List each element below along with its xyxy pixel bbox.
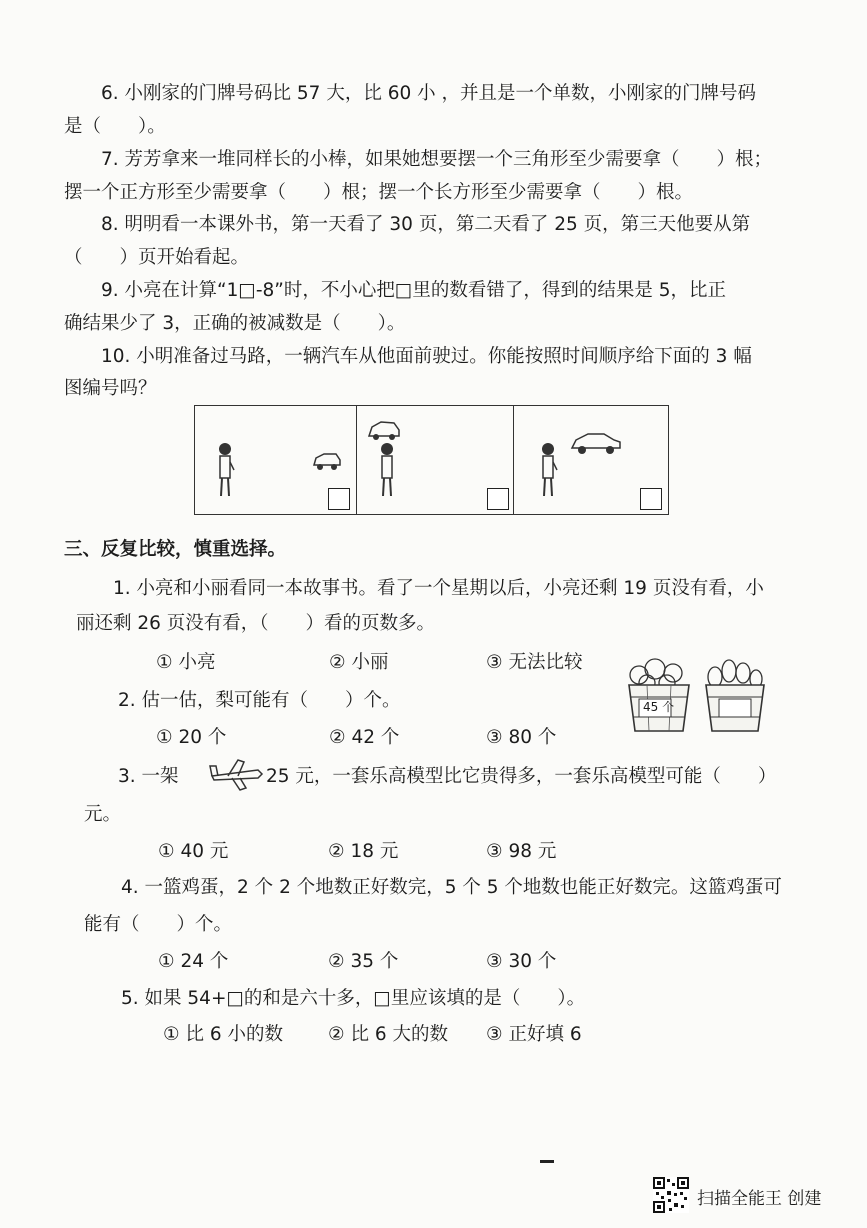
c3-line2: 元。 xyxy=(84,804,122,825)
q6-line1: 6. 小刚家的门牌号码比 57 大，比 60 小 ，并且是一个单数，小刚家的门牌号码 xyxy=(101,83,757,104)
c4-option-1[interactable]: ① 24 个 xyxy=(158,951,229,972)
car-icon xyxy=(312,450,342,472)
c2-option-1[interactable]: ① 20 个 xyxy=(156,727,227,748)
c3-option-2[interactable]: ② 18 元 xyxy=(328,841,399,862)
c3-line1-start: 3. 一架 xyxy=(118,766,179,787)
c1-option-3[interactable]: ③ 无法比较 xyxy=(486,652,583,673)
c1-option-1[interactable]: ① 小亮 xyxy=(156,652,216,673)
boy-figure-icon xyxy=(377,440,397,498)
car-icon xyxy=(367,418,401,442)
q7-line2: 摆一个正方形至少需要拿（ ）根；摆一个长方形至少需要拿（ ）根。 xyxy=(64,182,694,203)
answer-box-2[interactable] xyxy=(487,488,509,510)
c4-line1: 4. 一篮鸡蛋，2 个 2 个地数正好数完，5 个 5 个地数也能正好数完。这篮鸡蛋可 xyxy=(121,877,782,898)
q7-line1: 7. 芳芳拿来一堆同样长的小棒，如果她想要摆一个三角形至少需要拿（ ）根； xyxy=(101,149,773,170)
section-3-title: 三、反复比较，慎重选择。 xyxy=(64,539,287,560)
c3-option-1[interactable]: ① 40 元 xyxy=(158,841,229,862)
c1-line2: 丽还剩 26 页没有看，（ ）看的页数多。 xyxy=(76,613,436,634)
c1-line1: 1. 小亮和小丽看同一本故事书。看了一个星期以后，小亮还剩 19 页没有看，小 xyxy=(113,578,764,599)
c3-line1-rest: 25 元，一套乐高模型比它贵得多，一套乐高模型可能（ ） xyxy=(266,766,777,787)
c3-option-3[interactable]: ③ 98 元 xyxy=(486,841,557,862)
car-icon xyxy=(570,430,622,456)
c4-option-3[interactable]: ③ 30 个 xyxy=(486,951,557,972)
answer-box-3[interactable] xyxy=(640,488,662,510)
page-mark xyxy=(540,1160,554,1163)
picture-panel-3 xyxy=(514,406,667,514)
q10-line1: 10. 小明准备过马路，一辆汽车从他面前驶过。你能按照时间顺序给下面的 3 幅 xyxy=(101,346,752,367)
toy-airplane-icon xyxy=(208,756,264,792)
crossing-road-picture-strip xyxy=(194,405,669,515)
c5-option-2[interactable]: ② 比 6 大的数 xyxy=(328,1024,448,1045)
apple-basket-icon xyxy=(623,655,695,733)
q9-line2: 确结果少了 3，正确的被减数是（ ）。 xyxy=(64,313,406,334)
c1-option-2[interactable]: ② 小丽 xyxy=(329,652,389,673)
c4-option-2[interactable]: ② 35 个 xyxy=(328,951,399,972)
c2-line1: 2. 估一估，梨可能有（ ）个。 xyxy=(118,690,401,711)
picture-panel-1 xyxy=(195,406,357,514)
scanner-watermark-text: 扫描全能王 创建 xyxy=(697,1189,822,1209)
qr-code-icon xyxy=(653,1177,689,1213)
q9-line1: 9. 小亮在计算“1□-8”时，不小心把□里的数看错了，得到的结果是 5，比正 xyxy=(101,280,727,301)
c2-option-3[interactable]: ③ 80 个 xyxy=(486,727,557,748)
q8-line2: （ ）页开始看起。 xyxy=(64,247,250,268)
boy-figure-icon xyxy=(538,440,558,498)
c4-line2: 能有（ ）个。 xyxy=(84,914,233,935)
q6-line2: 是（ ）。 xyxy=(64,116,166,137)
basket-count-label: 45 个 xyxy=(643,700,675,714)
picture-panel-2 xyxy=(357,406,514,514)
q8-line1: 8. 明明看一本课外书，第一天看了 30 页，第二天看了 25 页，第三天他要从第 xyxy=(101,214,751,235)
answer-box-1[interactable] xyxy=(328,488,350,510)
c5-option-1[interactable]: ① 比 6 小的数 xyxy=(163,1024,283,1045)
c2-option-2[interactable]: ② 42 个 xyxy=(329,727,400,748)
pear-basket-icon xyxy=(701,655,769,733)
c5-line1: 5. 如果 54+□的和是六十多，□里应该填的是（ ）。 xyxy=(121,988,586,1009)
c5-option-3[interactable]: ③ 正好填 6 xyxy=(486,1024,582,1045)
q10-line2: 图编号吗？ xyxy=(64,378,157,399)
boy-figure-icon xyxy=(215,440,235,498)
